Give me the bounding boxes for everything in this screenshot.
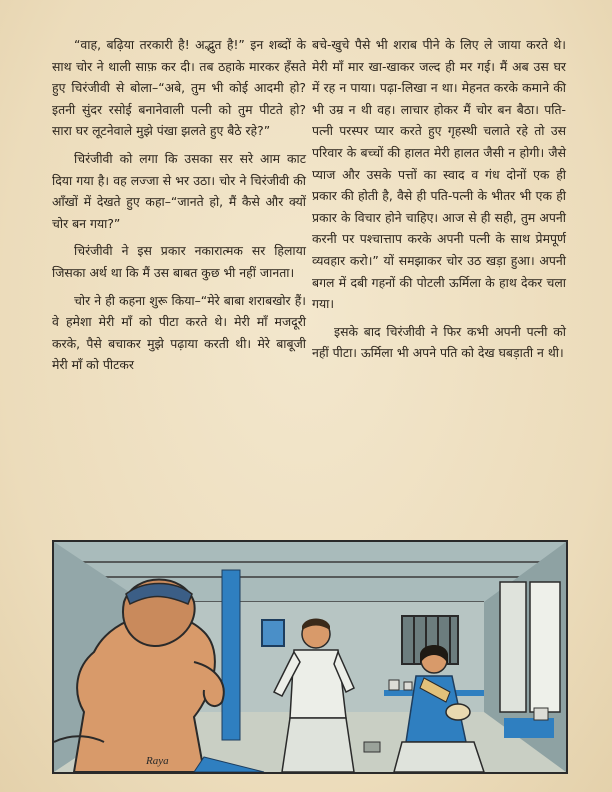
paragraph: बचे-खुचे पैसे भी शराब पीने के लिए ले जाया करते थे। मेरी माँ मार खा-खाकर जल्द ही मर गई। मैं अब उस घर में रह न पाया। पढ़ा-लिखा न था। मेहनत करके कमाने की भी उम्र न थी वह। लाचार होकर मैं चोर बन बैठा। पति-पत्नी परस्पर प्यार करते हुए गृहस्थी चलाते रहे तो उस परिवार के बच्चों की हालत मेरी हालत जैसी न होगी। जैसे प्याज और उसके पत्तों का स्वाद व गंध दोनों एक ही प्रकार की होती है, वैसे ही पति-पत्नी के भीतर भी एक ही प्रकार के विचार होने चाहिए। आज से ही सही, तुम अपनी करनी पर पश्चात्ताप करके अपनी पत्नी के साथ प्रेमपूर्ण व्यवहार करो।” यों समझाकर चोर उठ खड़ा हुआ। अपनी बगल में दबी गहनों की पोटली ऊर्मिला के हाथ देकर चला गया। (312, 37, 566, 312)
husband-dhoti (282, 718, 354, 772)
paragraph: चिरंजीवी ने इस प्रकार नकारात्मक सर हिलाया जिसका अर्थ था कि मैं उस बाबत कुछ भी नहीं जानता। (52, 243, 306, 280)
counter (504, 718, 554, 738)
paragraph: चिरंजीवी को लगा कि उसका सर सरे आम काट दिया गया है। वह लज्जा से भर उठा। चोर ने चिरंजीवी की आँखों में देखते हुए कहा–“जानते हो, मैं कैसे और क्यों चोर बन गया?” (52, 150, 306, 231)
artist-signature: Raya (146, 755, 169, 767)
cabinet (530, 582, 560, 712)
floor-vessel (364, 742, 380, 752)
left-text-column (52, 34, 306, 382)
blue-pillar (222, 570, 240, 740)
story-illustration (52, 540, 568, 774)
paragraph: इसके बाद चिरंजीवी ने फिर कभी अपनी पत्नी को नहीं पीटा। ऊर्मिला भी अपने पति को देख घबड़ाती न थी। (312, 323, 566, 361)
pot (534, 708, 548, 720)
wall-picture (262, 620, 284, 646)
right-text-column (312, 34, 566, 370)
paragraph: चोर ने ही कहना शुरू किया–“मेरे बाबा शराबखोर हैं। वे हमेशा मेरी माँ को पीटा करते थे। मेरी माँ मजदूरी करके, पैसे बचाकर मुझे पढ़ाया करती थी। मेरे बाबूजी मेरी माँ को पीटकर (52, 292, 306, 373)
utensil (404, 682, 412, 690)
jewel-bundle (446, 704, 470, 720)
wife-saree-lower (394, 742, 484, 772)
illustration-scene (54, 542, 566, 772)
utensil (389, 680, 399, 690)
paragraph: “वाह, बढ़िया तरकारी है! अद्भुत है!” इन शब्दों के साथ चोर ने थाली साफ़ कर दी। तब ठहाके मारकर हँसते हुए चिरंजीवी से बोला–“अबे, तुम भी कोई आदमी हो? इतनी सुंदर रसोई बनानेवाली पत्नी को तुम पीटते हो? सारा घर लूटनेवाले मुझे पंखा झलते हुए बैठे रहे?” (52, 37, 306, 139)
cabinet (500, 582, 526, 712)
